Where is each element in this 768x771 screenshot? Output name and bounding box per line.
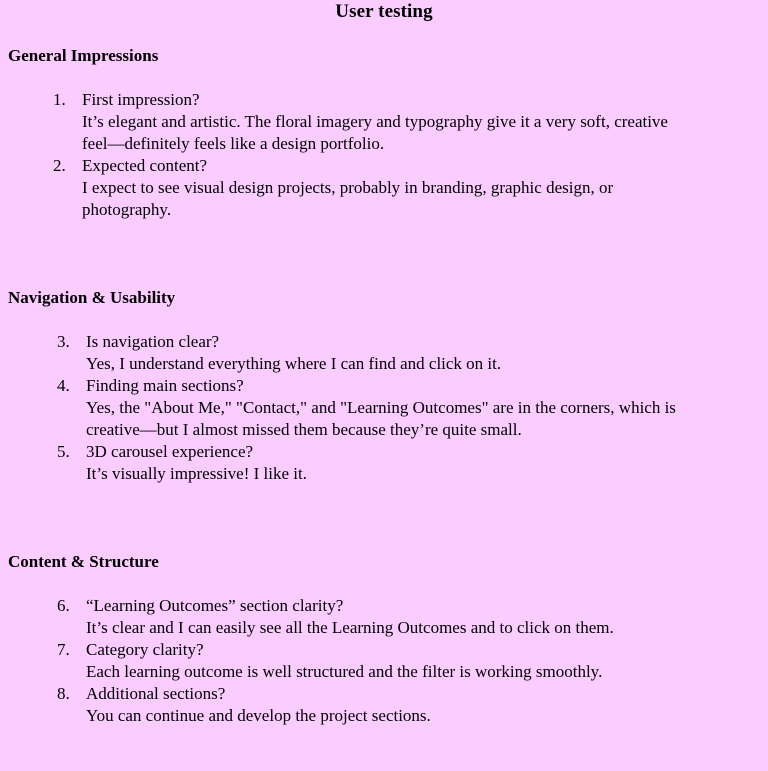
section-content-structure xyxy=(8,551,760,727)
question-text: 1. First impression? xyxy=(82,90,200,109)
answer-text: It’s elegant and artistic. The floral imagery and typography give it a very soft, creative feel—definitely feels like a design portfolio. xyxy=(82,112,668,153)
qa-list-navigation-usability xyxy=(8,331,760,485)
question-text: 3. Is navigation clear? xyxy=(86,332,220,351)
list-item xyxy=(74,375,760,441)
spacer xyxy=(8,573,760,595)
answer-text: Yes, I understand everything where I can find and click on it. xyxy=(86,354,502,373)
answer-text: I expect to see visual design projects, probably in branding, graphic design, or photography. xyxy=(82,178,614,219)
section-heading-general-impressions: General Impressions xyxy=(8,46,159,65)
list-item xyxy=(70,155,760,221)
question-text: 5. 3D carousel experience? xyxy=(86,442,254,461)
list-item xyxy=(74,441,760,485)
question-text: 8. Additional sections? xyxy=(86,684,226,703)
spacer xyxy=(8,23,760,45)
list-item xyxy=(74,683,760,727)
qa-list-content-structure xyxy=(8,595,760,727)
spacer xyxy=(8,485,760,551)
list-item xyxy=(74,331,760,375)
section-navigation-usability xyxy=(8,287,760,485)
spacer xyxy=(8,221,760,287)
question-text: 4. Finding main sections? xyxy=(86,376,244,395)
spacer xyxy=(8,727,760,737)
question-text: 2. Expected content? xyxy=(82,156,208,175)
answer-text: Yes, the "About Me," "Contact," and "Learning Outcomes" are in the corners, which is creative—but I almost missed them because they’re quite small. xyxy=(86,398,676,439)
list-item xyxy=(74,639,760,683)
answer-text: It’s clear and I can easily see all the Learning Outcomes and to click on them. xyxy=(86,618,614,637)
list-item xyxy=(70,89,760,155)
question-text: 7. Category clarity? xyxy=(86,640,204,659)
question-text: 6. “Learning Outcomes” section clarity? xyxy=(86,596,344,615)
answer-text: Each learning outcome is well structured and the filter is working smoothly. xyxy=(86,662,603,681)
spacer xyxy=(8,309,760,331)
qa-list-general-impressions xyxy=(8,89,760,221)
section-general-impressions xyxy=(8,45,760,221)
page-title: User testing xyxy=(335,1,433,22)
list-item xyxy=(74,595,760,639)
answer-text: You can continue and develop the project sections. xyxy=(86,706,431,725)
spacer xyxy=(8,67,760,89)
section-heading-content-structure: Content & Structure xyxy=(8,552,159,571)
section-heading-navigation-usability: Navigation & Usability xyxy=(8,288,176,307)
answer-text: It’s visually impressive! I like it. xyxy=(86,464,307,483)
